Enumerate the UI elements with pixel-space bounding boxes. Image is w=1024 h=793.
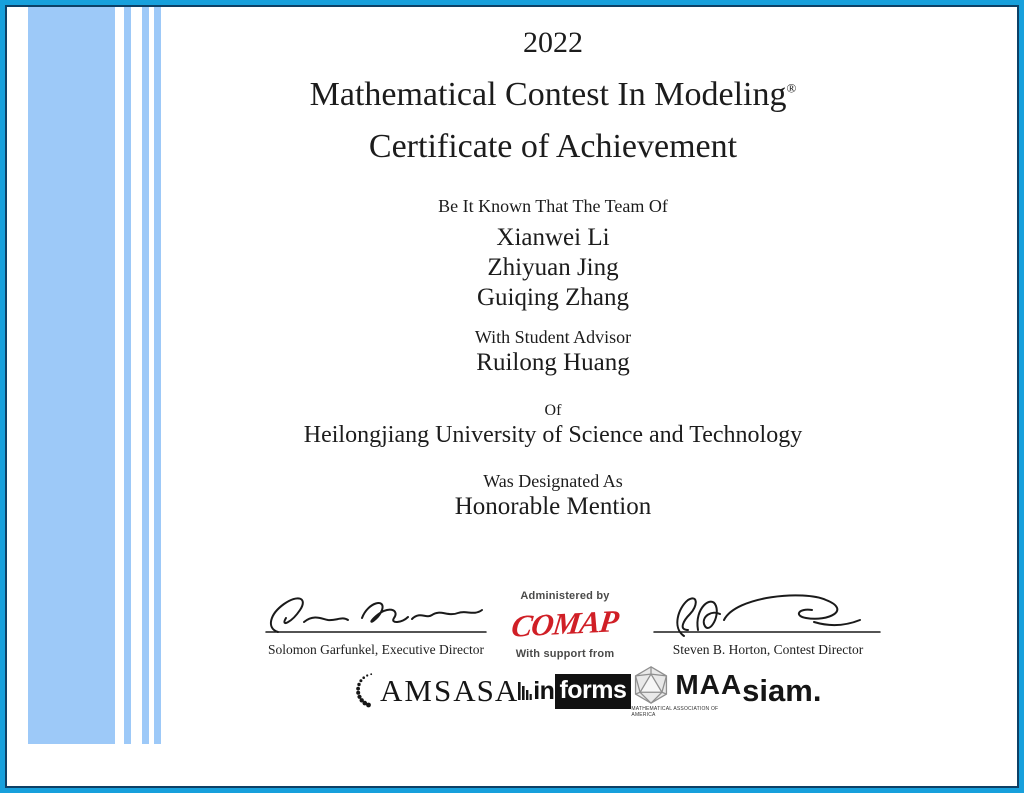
maa-caption-text: MATHEMATICAL ASSOCIATION OF AMERICA xyxy=(631,705,719,718)
siam-logo xyxy=(742,673,821,709)
asa-logo xyxy=(453,673,533,709)
registered-trademark-symbol: ® xyxy=(786,80,797,96)
certificate-subtitle: Certificate of Achievement xyxy=(368,128,738,165)
ams-dotted-arc-icon xyxy=(352,670,378,712)
executive-director-signature-block xyxy=(260,590,492,658)
ams-logo xyxy=(352,670,453,712)
institution-name: Heilongjiang University of Science and Technology xyxy=(303,422,803,448)
contest-year: 2022 xyxy=(523,26,583,59)
asa-bars-icon xyxy=(518,674,533,708)
designation-label: Was Designated As xyxy=(483,471,623,491)
sponsor-logos-row xyxy=(352,664,822,718)
advisor-label: With Student Advisor xyxy=(474,327,632,347)
contest-director-caption: Steven B. Horton, Contest Director xyxy=(672,642,864,657)
team-member-name: Xianwei Li xyxy=(496,224,610,251)
left-stripe-thin-2 xyxy=(142,7,149,744)
solomon-garfunkel-signature-icon xyxy=(262,590,490,640)
executive-director-caption: Solomon Garfunkel, Executive Director xyxy=(268,642,484,657)
informs-logo xyxy=(533,674,631,709)
left-stripe-thin-1 xyxy=(124,7,131,744)
administered-by-label: Administered by xyxy=(520,590,610,602)
designation-award: Honorable Mention xyxy=(454,493,652,520)
of-label: Of xyxy=(544,402,562,419)
ams-logo-text: AMS xyxy=(380,673,454,708)
steven-horton-signature-icon xyxy=(650,590,886,640)
advisor-name: Ruilong Huang xyxy=(476,349,630,376)
comap-administration-block xyxy=(500,590,630,660)
team-intro-label: Be It Known That The Team Of xyxy=(438,196,668,216)
maa-logo-row xyxy=(631,665,742,705)
contest-title xyxy=(150,76,956,114)
contest-title-text: Mathematical Contest In Modeling xyxy=(309,76,787,113)
informs-in-text: in xyxy=(533,676,555,705)
contest-director-signature-block xyxy=(646,590,890,658)
comap-logo: COMAP xyxy=(509,603,621,644)
maa-logo xyxy=(631,665,742,718)
maa-icosahedron-icon xyxy=(631,665,671,705)
left-stripe-wide xyxy=(28,7,115,744)
asa-logo-text: ASA xyxy=(453,673,519,708)
informs-forms-text: forms xyxy=(555,674,631,709)
team-member-name: Zhiyuan Jing xyxy=(487,254,619,281)
siam-logo-text: siam. xyxy=(742,673,822,708)
maa-logo-text: MAA xyxy=(675,668,743,700)
support-from-label: With support from xyxy=(515,648,615,660)
team-member-name: Guiqing Zhang xyxy=(476,284,630,311)
